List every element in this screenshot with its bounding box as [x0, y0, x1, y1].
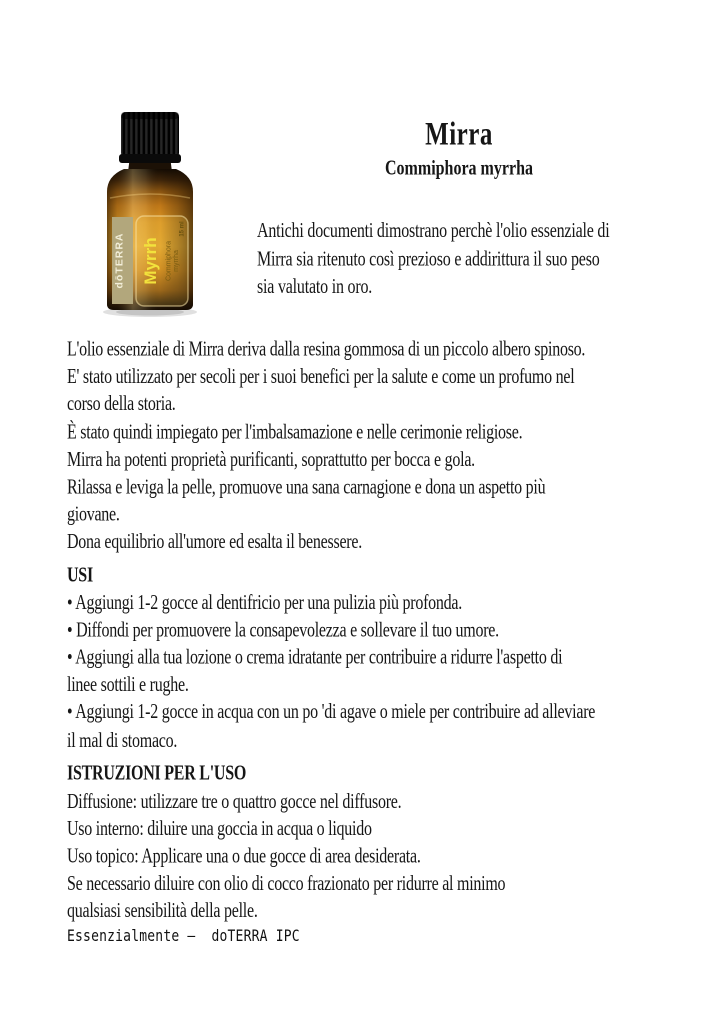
body-line: Rilassa e leviga la pelle, promuove una sana carnagione e dona un aspetto più — [67, 476, 546, 499]
body-text-block — [67, 336, 707, 925]
istruzioni-line: qualsiasi sensibilità della pelle. — [67, 900, 258, 923]
usi-bullet-line: linee sottili e rughe. — [67, 674, 189, 697]
botanical-name-line2: myrrha — [173, 250, 180, 272]
intro-line: Antichi documenti dimostrano perchè l'olio essenziale di — [257, 220, 610, 243]
bottle-cap-top — [121, 112, 179, 119]
istruzioni-line: Uso topico: Applicare una o due gocce di area desiderata. — [67, 845, 421, 868]
usi-bullet-line: • Diffondi per promuovere la consapevolezza e sollevare il tuo umore. — [67, 619, 499, 642]
istruzioni-line: Se necessario diluire con olio di cocco frazionato per ridurre al minimo — [67, 872, 506, 896]
body-line: L'olio essenziale di Mirra deriva dalla resina gommosa di un piccolo albero spinoso. — [67, 338, 586, 361]
body-line: E' stato utilizzato per secoli per i suoi benefici per la salute e come un profumo nel — [67, 366, 575, 389]
usi-bullet-line: il mal di stomaco. — [67, 729, 178, 752]
body-line: Mirra ha potenti proprietà purificanti, soprattutto per bocca e gola. — [67, 448, 475, 471]
product-name-text: Myrrh — [141, 237, 160, 285]
body-line: Dona equilibrio all'umore ed esalta il benessere. — [67, 531, 362, 554]
header-block — [257, 116, 661, 301]
usi-bullet-line: • Aggiungi 1-2 gocce in acqua con un po 'di agave o miele per contribuire ad alleviare — [67, 701, 596, 724]
istruzioni-line: Uso interno: diluire una goccia in acqua o liquido — [67, 817, 372, 840]
usi-bullet-line: • Aggiungi 1-2 gocce al dentifricio per una pulizia più profonda. — [67, 591, 463, 614]
body-line: corso della storia. — [67, 393, 176, 416]
intro-line: Mirra sia ritenuto così prezioso e addirittura il suo peso — [257, 247, 600, 271]
product-bottle-image — [100, 112, 200, 319]
page-subtitle: Commiphora myrrha — [385, 157, 533, 180]
brand-text: dōTERRA — [113, 232, 126, 289]
intro-paragraph — [257, 217, 661, 301]
usi-bullet-line: • Aggiungi alla tua lozione o crema idratante per contribuire a ridurre l'aspetto di — [67, 646, 563, 669]
bottle-cap-flange — [119, 154, 181, 163]
body-line: giovane. — [67, 503, 120, 526]
body-line: È stato quindi impiegato per l'imbalsamazione e nelle cerimonie religiose. — [67, 421, 523, 444]
myrrh-bottle-illustration — [100, 112, 200, 319]
page-title: Mirra — [425, 117, 493, 153]
volume-text: 15 ml — [179, 221, 186, 237]
intro-line: sia valutato in oro. — [257, 275, 373, 298]
footer-brand-text: Essenzialmente – doTERRA IPC — [67, 928, 300, 946]
istruzioni-line: Diffusione: utilizzare tre o quattro gocce nel diffusore. — [67, 790, 402, 813]
usi-heading: USI — [67, 564, 93, 587]
botanical-name-line1: Commiphora — [165, 240, 173, 282]
istruzioni-heading: ISTRUZIONI PER L'USO — [67, 762, 247, 785]
